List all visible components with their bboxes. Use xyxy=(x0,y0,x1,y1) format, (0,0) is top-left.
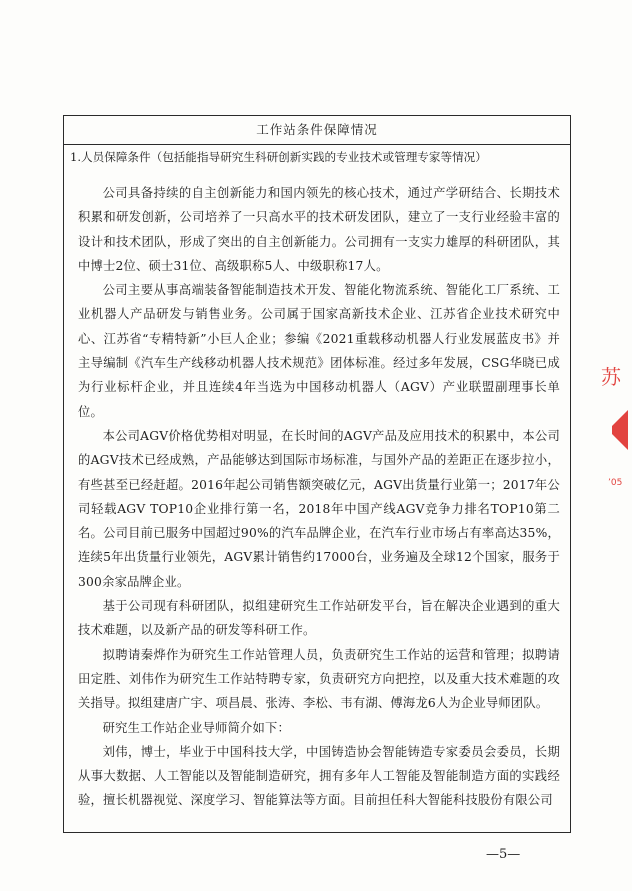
document-table xyxy=(63,115,571,833)
paragraph: 研究生工作站企业导师简介如下： xyxy=(102,720,291,735)
stamp-bar-icon xyxy=(620,418,628,442)
seal-stamp-fragment xyxy=(598,360,628,490)
paragraph: 刘伟，博士，毕业于中国科技大学，中国铸造协会智能铸造专家委员会委员，长期从事大数据、人工智能以及智能制造研究，拥有多年人工智能及智能制造方面的实践经验，擅长机器视觉、深度学习、智能算法等方面。目前担任科大智能科技股份有限公司 xyxy=(78,744,560,808)
body-text xyxy=(64,169,570,813)
paragraph: 本公司AGV价格优势相对明显，在长时间的AGV产品及应用技术的积累中，本公司的AGV技术已经成熟，产品能够达到国际市场标准，与国外产品的差距正在逐步拉小，有些甚至已经赶超。2016年起公司销售额突破亿元，AGV出货量行业第一；2017年公司轻载AGV TOP10企业排行第一名，2018年中国产线AGV竞争力排名TOP10第二名。公司目前已服务中国超过90%的汽车品牌企业，在汽车行业市场占有率高达35%，连续5年出货量行业领先，AGV累计销售约17000台，业务遍及全球12个国家，服务于300余家品牌企业。 xyxy=(78,428,560,589)
table-title: 工作站条件保障情况 xyxy=(64,116,570,145)
paragraph: 拟聘请秦烨作为研究生工作站管理人员，负责研究生工作站的运营和管理；拟聘请田定胜、刘伟作为研究生工作站特聘专家，负责研究方向把控，以及重大技术难题的攻关指导。拟组建唐广宇、项昌晨、张涛、李松、韦有湖、傅海龙6人为企业导师团队。 xyxy=(78,647,560,711)
page-number: —5— xyxy=(486,847,521,862)
stamp-number: ’05 xyxy=(608,478,623,488)
stamp-char: 苏 xyxy=(601,365,621,389)
section-heading: 1.人员保障条件（包括能指导研究生科研创新实践的专业技术或管理专家等情况） xyxy=(70,150,487,164)
paragraph: 基于公司现有科研团队，拟组建研究生工作站研发平台，旨在解决企业遇到的重大技术难题，以及新产品的研发等科研工作。 xyxy=(78,599,560,638)
paragraph: 公司主要从事高端装备智能制造技术开发、智能化物流系统、智能化工厂系统、工业机器人产品研发与销售业务。公司属于国家高新技术企业、江苏省企业技术研究中心、江苏省“专精特新”小巨人企业；参编《2021重载移动机器人行业发展蓝皮书》并主导编制《汽车生产线移动机器人技术规范》团体标准。经过多年发展，CSG华晓已成为行业标杆企业，并且连续4年当选为中国移动机器人（AGV）产业联盟副理事长单位。 xyxy=(78,283,560,419)
paragraph: 公司具备持续的自主创新能力和国内领先的核心技术，通过产学研结合、长期技术积累和研发创新，公司培养了一只高水平的技术研发团队，建立了一支行业经验丰富的设计和技术团队，形成了突出的自主创新能力。公司拥有一支实力雄厚的科研团队，其中博士2位、硕士31位、高级职称5人、中级职称17人。 xyxy=(78,186,560,273)
